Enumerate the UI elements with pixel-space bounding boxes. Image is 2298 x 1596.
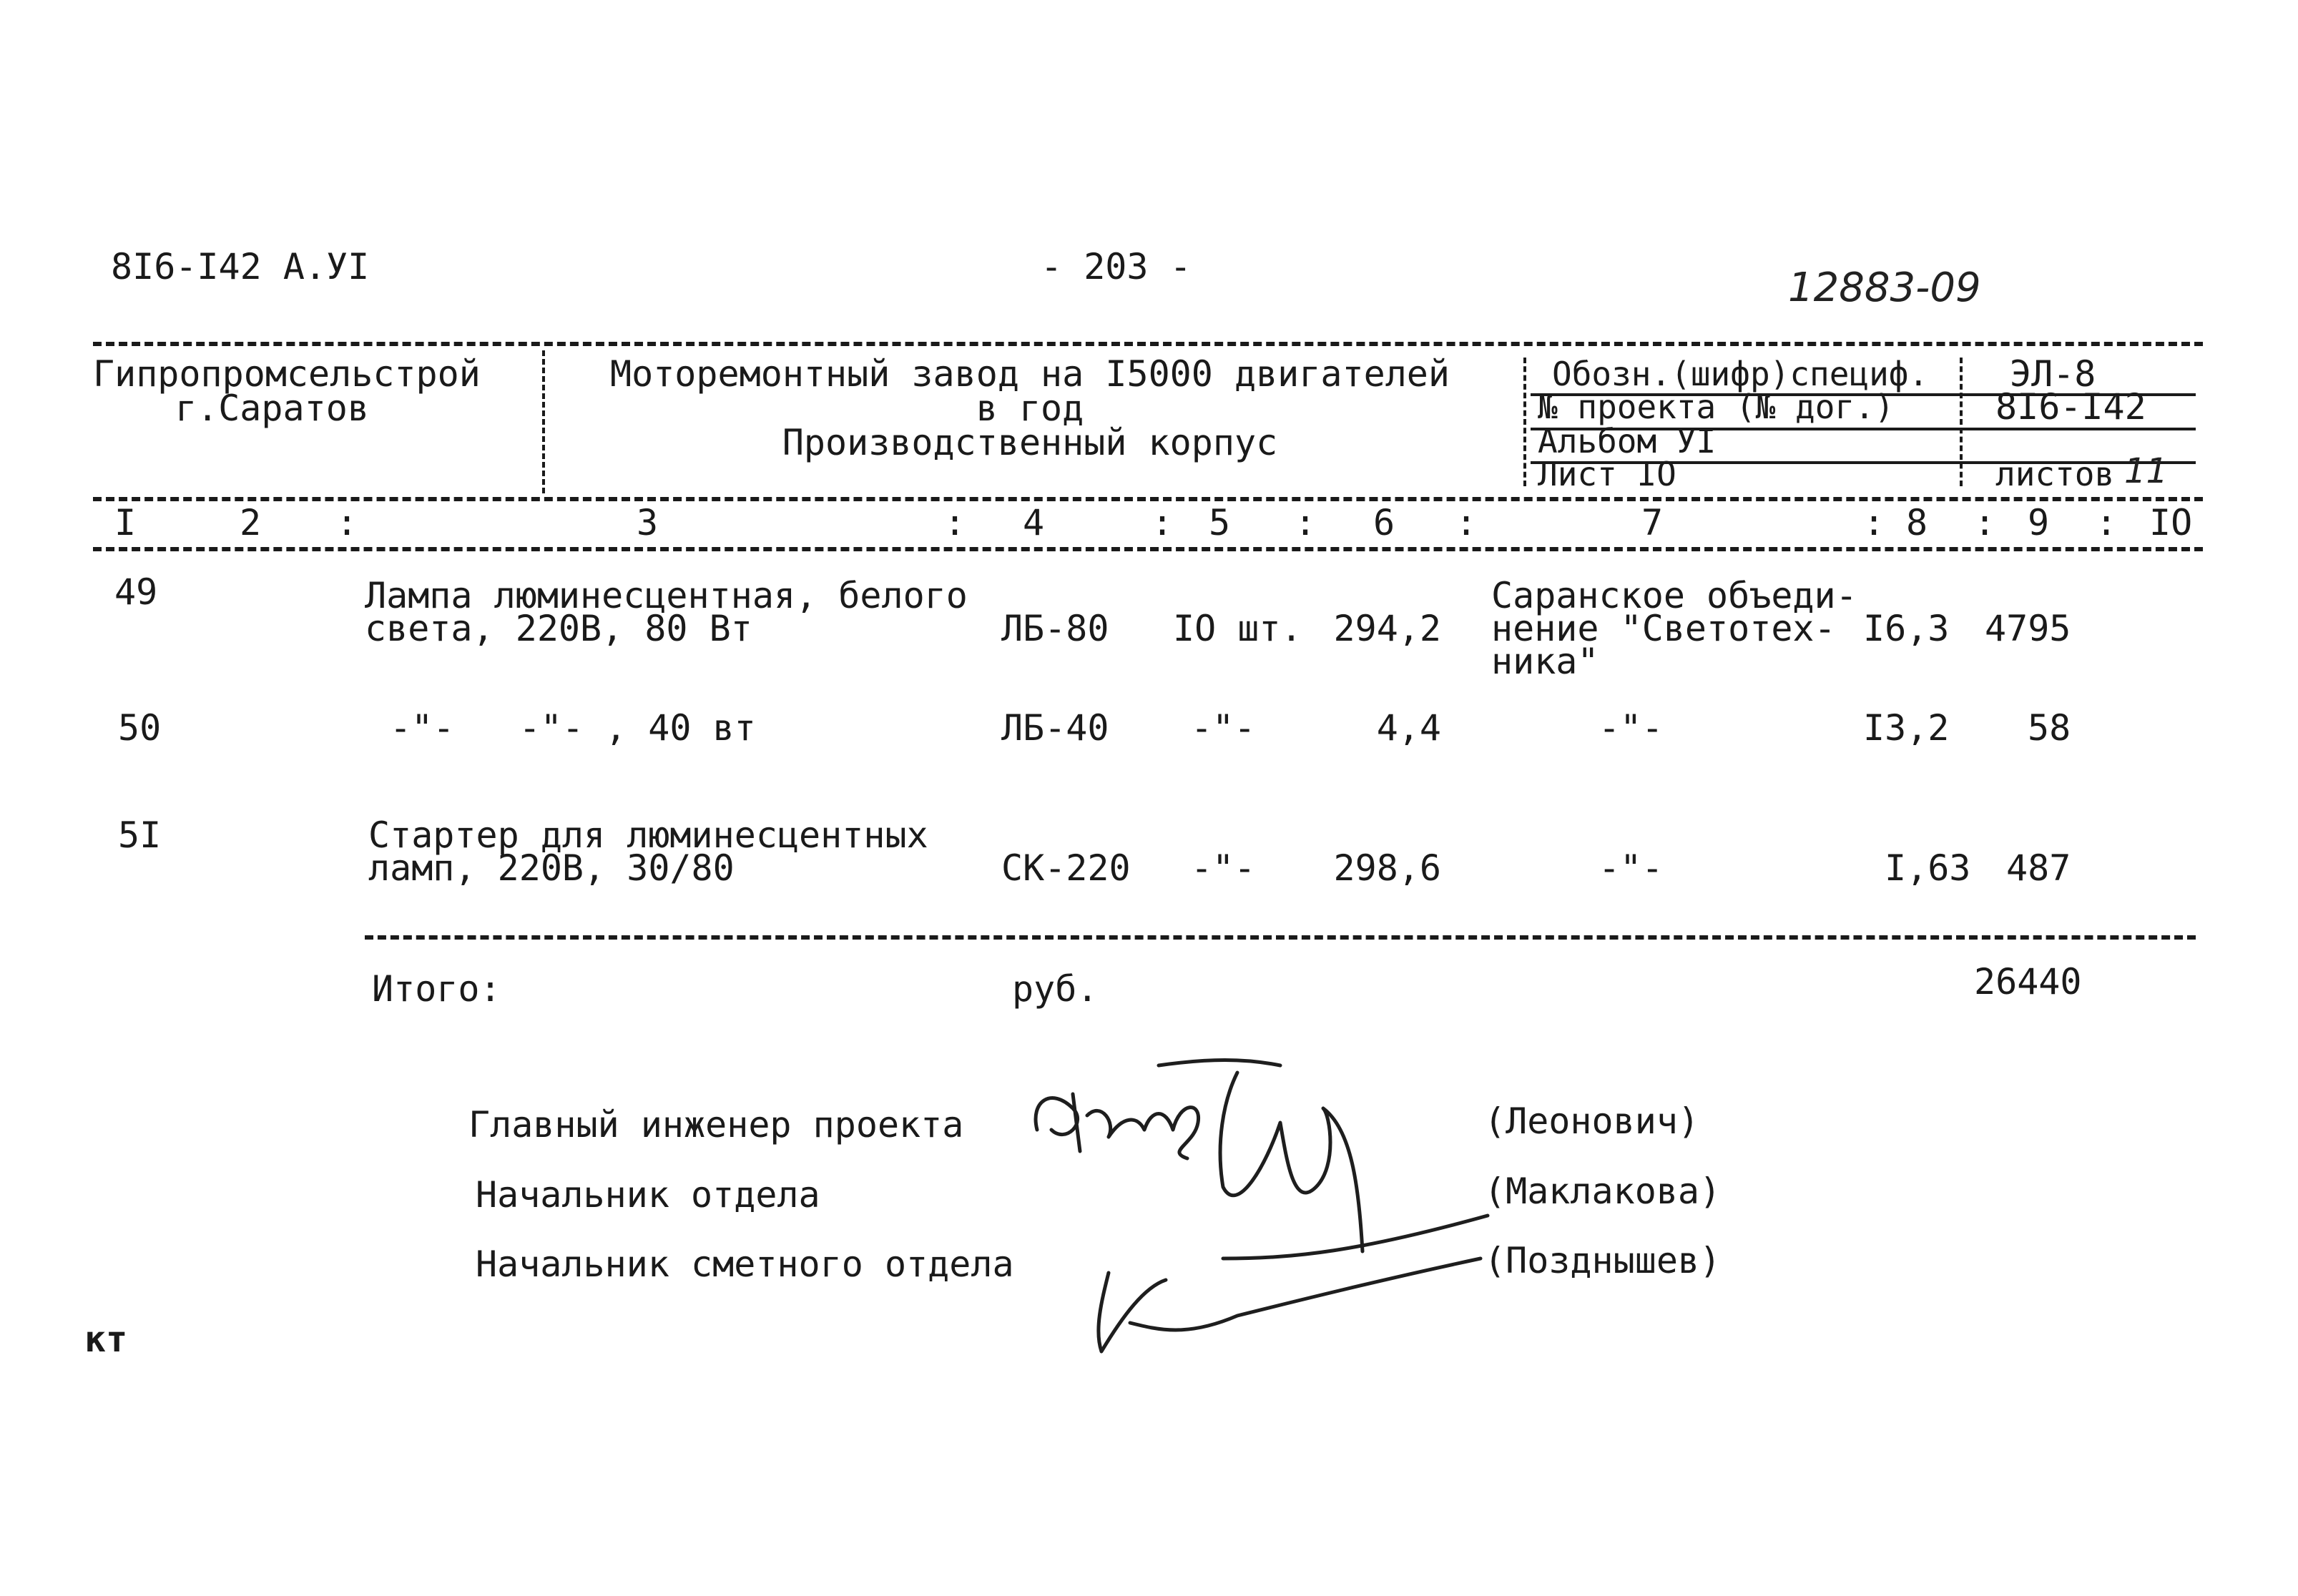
title-block-divider-values xyxy=(1960,358,1963,486)
item-type: СК-220 xyxy=(1001,847,1131,889)
column-number-2: 2 xyxy=(240,502,262,543)
signature-name: (Позднышев) xyxy=(1484,1240,1722,1281)
item-name: ламп, 220В, 30/80 xyxy=(368,847,735,889)
signature-name: (Леонович) xyxy=(1484,1100,1700,1142)
footer-mark: кт xyxy=(84,1319,128,1360)
item-col6: 4,4 xyxy=(1376,707,1441,749)
project-title-line3: Производственный корпус xyxy=(782,422,1278,463)
organization-name: Гипропромсельстрой xyxy=(93,353,481,395)
item-name: света, 220В, 80 Вт xyxy=(365,608,752,649)
signature-role: Начальник отдела xyxy=(476,1174,820,1216)
spec-code-label: Обозн.(шифр)специф. xyxy=(1552,355,1929,393)
item-supplier: нение "Светотех- xyxy=(1491,608,1836,649)
column-separator: : xyxy=(1295,502,1317,543)
row-number: 5I xyxy=(118,814,162,856)
column-separator: : xyxy=(2096,502,2118,543)
item-col9: 4795 xyxy=(1985,608,2071,649)
sheets-count-label: листов xyxy=(1995,455,2115,493)
signature-stroke-3 xyxy=(1223,1216,1488,1258)
item-quantity: -"- xyxy=(1191,847,1256,889)
handwritten-reference: 12883-09 xyxy=(1788,265,1981,311)
item-name: Стартер для люминесцентных xyxy=(368,814,928,856)
column-number-4: 4 xyxy=(1023,502,1045,543)
item-supplier: Саранское объеди- xyxy=(1491,575,1857,616)
column-number-5: 5 xyxy=(1209,502,1231,543)
item-col9: 58 xyxy=(2028,707,2071,749)
handwritten-signatures xyxy=(1023,1044,1523,1359)
signature-name: (Маклакова) xyxy=(1484,1171,1722,1212)
project-title-line1: Моторемонтный завод на I5000 двигателей xyxy=(610,353,1450,395)
title-block-top-rule xyxy=(93,342,2203,346)
column-number-8: 8 xyxy=(1906,502,1928,543)
column-number-6: 6 xyxy=(1373,502,1395,543)
item-supplier: ника" xyxy=(1491,641,1599,682)
signature-stroke-2 xyxy=(1159,1060,1362,1252)
column-number-10: IO xyxy=(2149,502,2193,543)
column-separator: : xyxy=(1455,502,1478,543)
signature-stroke-4 xyxy=(1099,1258,1481,1351)
total-separator-rule xyxy=(365,935,2196,940)
item-type: ЛБ-40 xyxy=(1001,707,1109,749)
column-number-9: 9 xyxy=(2028,502,2050,543)
item-col8: I6,3 xyxy=(1863,608,1950,649)
item-name: -"- -"- , 40 вт xyxy=(390,707,756,749)
title-block-divider-left xyxy=(542,350,545,493)
item-col6: 294,2 xyxy=(1333,608,1441,649)
spec-code-value: ЭЛ-8 xyxy=(2010,353,2096,395)
column-separator: : xyxy=(1974,502,1996,543)
column-separator: : xyxy=(336,502,358,543)
title-block-divider-right xyxy=(1523,358,1526,486)
item-name: Лампа люминесцентная, белого xyxy=(365,575,968,616)
item-col8: I,63 xyxy=(1885,847,1971,889)
column-number-3: 3 xyxy=(637,502,659,543)
row-number: 50 xyxy=(118,707,162,749)
column-number-7: 7 xyxy=(1641,502,1664,543)
item-supplier: -"- xyxy=(1599,707,1664,749)
sheets-handwritten-count: 11 xyxy=(2124,451,2169,491)
organization-city: г.Саратов xyxy=(175,388,369,429)
signature-role: Начальник сметного отдела xyxy=(476,1243,1014,1285)
sheet-label: Лист IO xyxy=(1538,455,1676,493)
item-quantity: -"- xyxy=(1191,707,1256,749)
column-number-1: I xyxy=(114,502,137,543)
document-code: 8I6-I42 А.УI xyxy=(111,246,370,287)
page-number: - 203 - xyxy=(1041,246,1192,287)
column-header-top-rule xyxy=(93,497,2203,501)
signature-role: Главный инженер проекта xyxy=(468,1104,964,1146)
column-separator: : xyxy=(1152,502,1174,543)
album-label: Альбом УI xyxy=(1538,422,1717,460)
total-unit: руб. xyxy=(1012,968,1099,1010)
item-quantity: IO шт. xyxy=(1173,608,1302,649)
column-separator: : xyxy=(944,502,966,543)
signature-stroke-1 xyxy=(1036,1094,1199,1158)
total-value: 26440 xyxy=(1974,961,2082,1003)
item-col8: I3,2 xyxy=(1863,707,1950,749)
item-supplier: -"- xyxy=(1599,847,1664,889)
project-title-line2: в год xyxy=(976,388,1084,429)
project-number-value: 8I6-I42 xyxy=(1995,386,2146,428)
row-number: 49 xyxy=(114,571,158,613)
item-type: ЛБ-80 xyxy=(1001,608,1109,649)
column-separator: : xyxy=(1863,502,1885,543)
project-number-label: № проекта (№ дог.) xyxy=(1538,388,1895,426)
item-col9: 487 xyxy=(2006,847,2071,889)
item-col6: 298,6 xyxy=(1333,847,1441,889)
column-header-bottom-rule xyxy=(93,547,2203,551)
total-label: Итого: xyxy=(372,968,501,1010)
